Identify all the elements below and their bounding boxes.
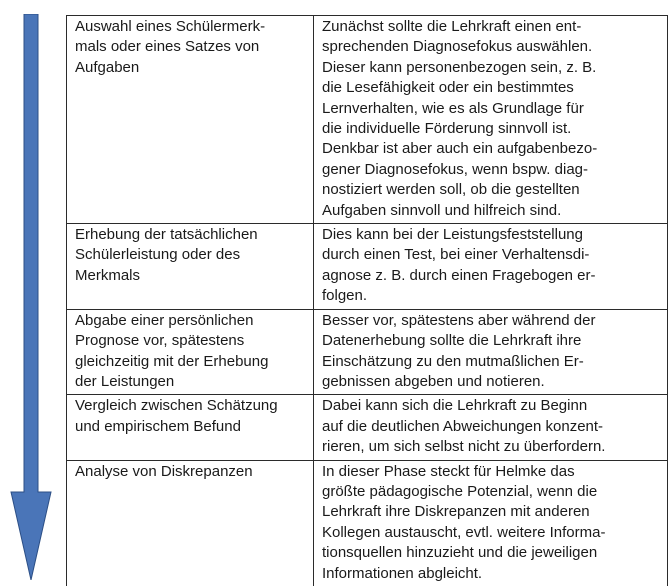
- step-description-line: Lehrkraft ihre Diskrepanzen mit anderen: [322, 503, 590, 521]
- step-description-cell: [314, 224, 668, 310]
- step-description-line: durch einen Test, bei einer Verhaltensdi-: [322, 246, 590, 264]
- step-description-line: die individuelle Förderung sinnvoll ist.: [322, 120, 572, 138]
- steps-table-body: [67, 16, 668, 586]
- step-description-line: tionsquellen hinzuzieht und die jeweiligen: [322, 544, 598, 562]
- table-row: [67, 16, 668, 224]
- table-row: [67, 460, 668, 586]
- step-description-line: nostiziert werden soll, ob die gestellten: [322, 181, 580, 199]
- step-description-line: Besser vor, spätestens aber während der: [322, 311, 596, 329]
- down-arrow-icon: [10, 14, 52, 580]
- step-description-line: Denkbar ist aber auch ein aufgabenbezo-: [322, 140, 598, 158]
- step-description-line: Datenerhebung sollte die Lehrkraft ihre: [322, 332, 582, 350]
- step-name-cell: [67, 309, 314, 395]
- step-description-line: gener Diagnosefokus, wenn bspw. diag-: [322, 160, 589, 178]
- step-description-line: folgen.: [322, 287, 368, 305]
- step-name-cell: [67, 16, 314, 224]
- step-description-line: agnose z. B. durch einen Fragebogen er-: [322, 266, 596, 284]
- down-arrow-shape: [11, 14, 51, 580]
- step-description-line: Aufgaben sinnvoll und hilfreich sind.: [322, 201, 562, 219]
- step-name-cell: [67, 460, 314, 586]
- step-name-line: Auswahl eines Schülermerk-: [75, 18, 266, 35]
- step-name-line: Prognose vor, spätestens: [75, 332, 245, 350]
- step-description-line: Dieser kann personenbezogen sein, z. B.: [322, 58, 597, 76]
- step-name-line: Vergleich zwischen Schätzung: [75, 397, 278, 415]
- step-description-line: Zunächst sollte die Lehrkraft einen ent-: [322, 18, 582, 35]
- step-name-cell: [67, 224, 314, 310]
- step-description-line: größte pädagogische Potenzial, wenn die: [322, 482, 598, 500]
- step-name-line: der Leistungen: [75, 372, 175, 390]
- step-description-line: Dies kann bei der Leistungsfeststellung: [322, 226, 583, 244]
- table-row: [67, 395, 668, 460]
- step-description-cell: [314, 309, 668, 395]
- step-name-line: mals oder eines Satzes von: [75, 38, 260, 56]
- step-description-line: Einschätzung zu den mutmaßlichen Er-: [322, 352, 584, 370]
- table-row: [67, 224, 668, 310]
- step-description-line: rieren, um sich selbst nicht zu überfordern.: [322, 438, 606, 456]
- step-description-line: Informationen abgleicht.: [322, 564, 483, 582]
- step-description-line: sprechenden Diagnosefokus auswählen.: [322, 38, 593, 56]
- step-description-line: Lernverhalten, wie es als Grundlage für: [322, 99, 584, 117]
- step-name-line: gleichzeitig mit der Erhebung: [75, 352, 269, 370]
- step-description-line: Dabei kann sich die Lehrkraft zu Beginn: [322, 397, 588, 415]
- step-name-line: Schülerleistung oder des: [75, 246, 241, 264]
- step-description-line: die Lesefähigkeit oder ein bestimmtes: [322, 79, 574, 97]
- step-name-line: Aufgaben: [75, 58, 140, 76]
- step-description-line: Kollegen austauscht, evtl. weitere Informa-: [322, 523, 606, 541]
- step-description-cell: [314, 16, 668, 224]
- step-name-cell: [67, 395, 314, 460]
- step-description-line: In dieser Phase steckt für Helmke das: [322, 462, 575, 480]
- step-name-line: Abgabe einer persönlichen: [75, 311, 254, 329]
- table-row: [67, 309, 668, 395]
- step-description-line: gebnissen abgeben und notieren.: [322, 372, 545, 390]
- diagnosis-steps-table: [66, 15, 668, 586]
- step-name-line: Merkmals: [75, 266, 141, 284]
- step-description-line: auf die deutlichen Abweichungen konzent-: [322, 417, 604, 435]
- step-description-cell: [314, 395, 668, 460]
- step-name-line: Erhebung der tatsächlichen: [75, 226, 258, 244]
- step-name-line: Analyse von Diskrepanzen: [75, 462, 253, 480]
- step-name-line: und empirischem Befund: [75, 417, 241, 435]
- step-description-cell: [314, 460, 668, 586]
